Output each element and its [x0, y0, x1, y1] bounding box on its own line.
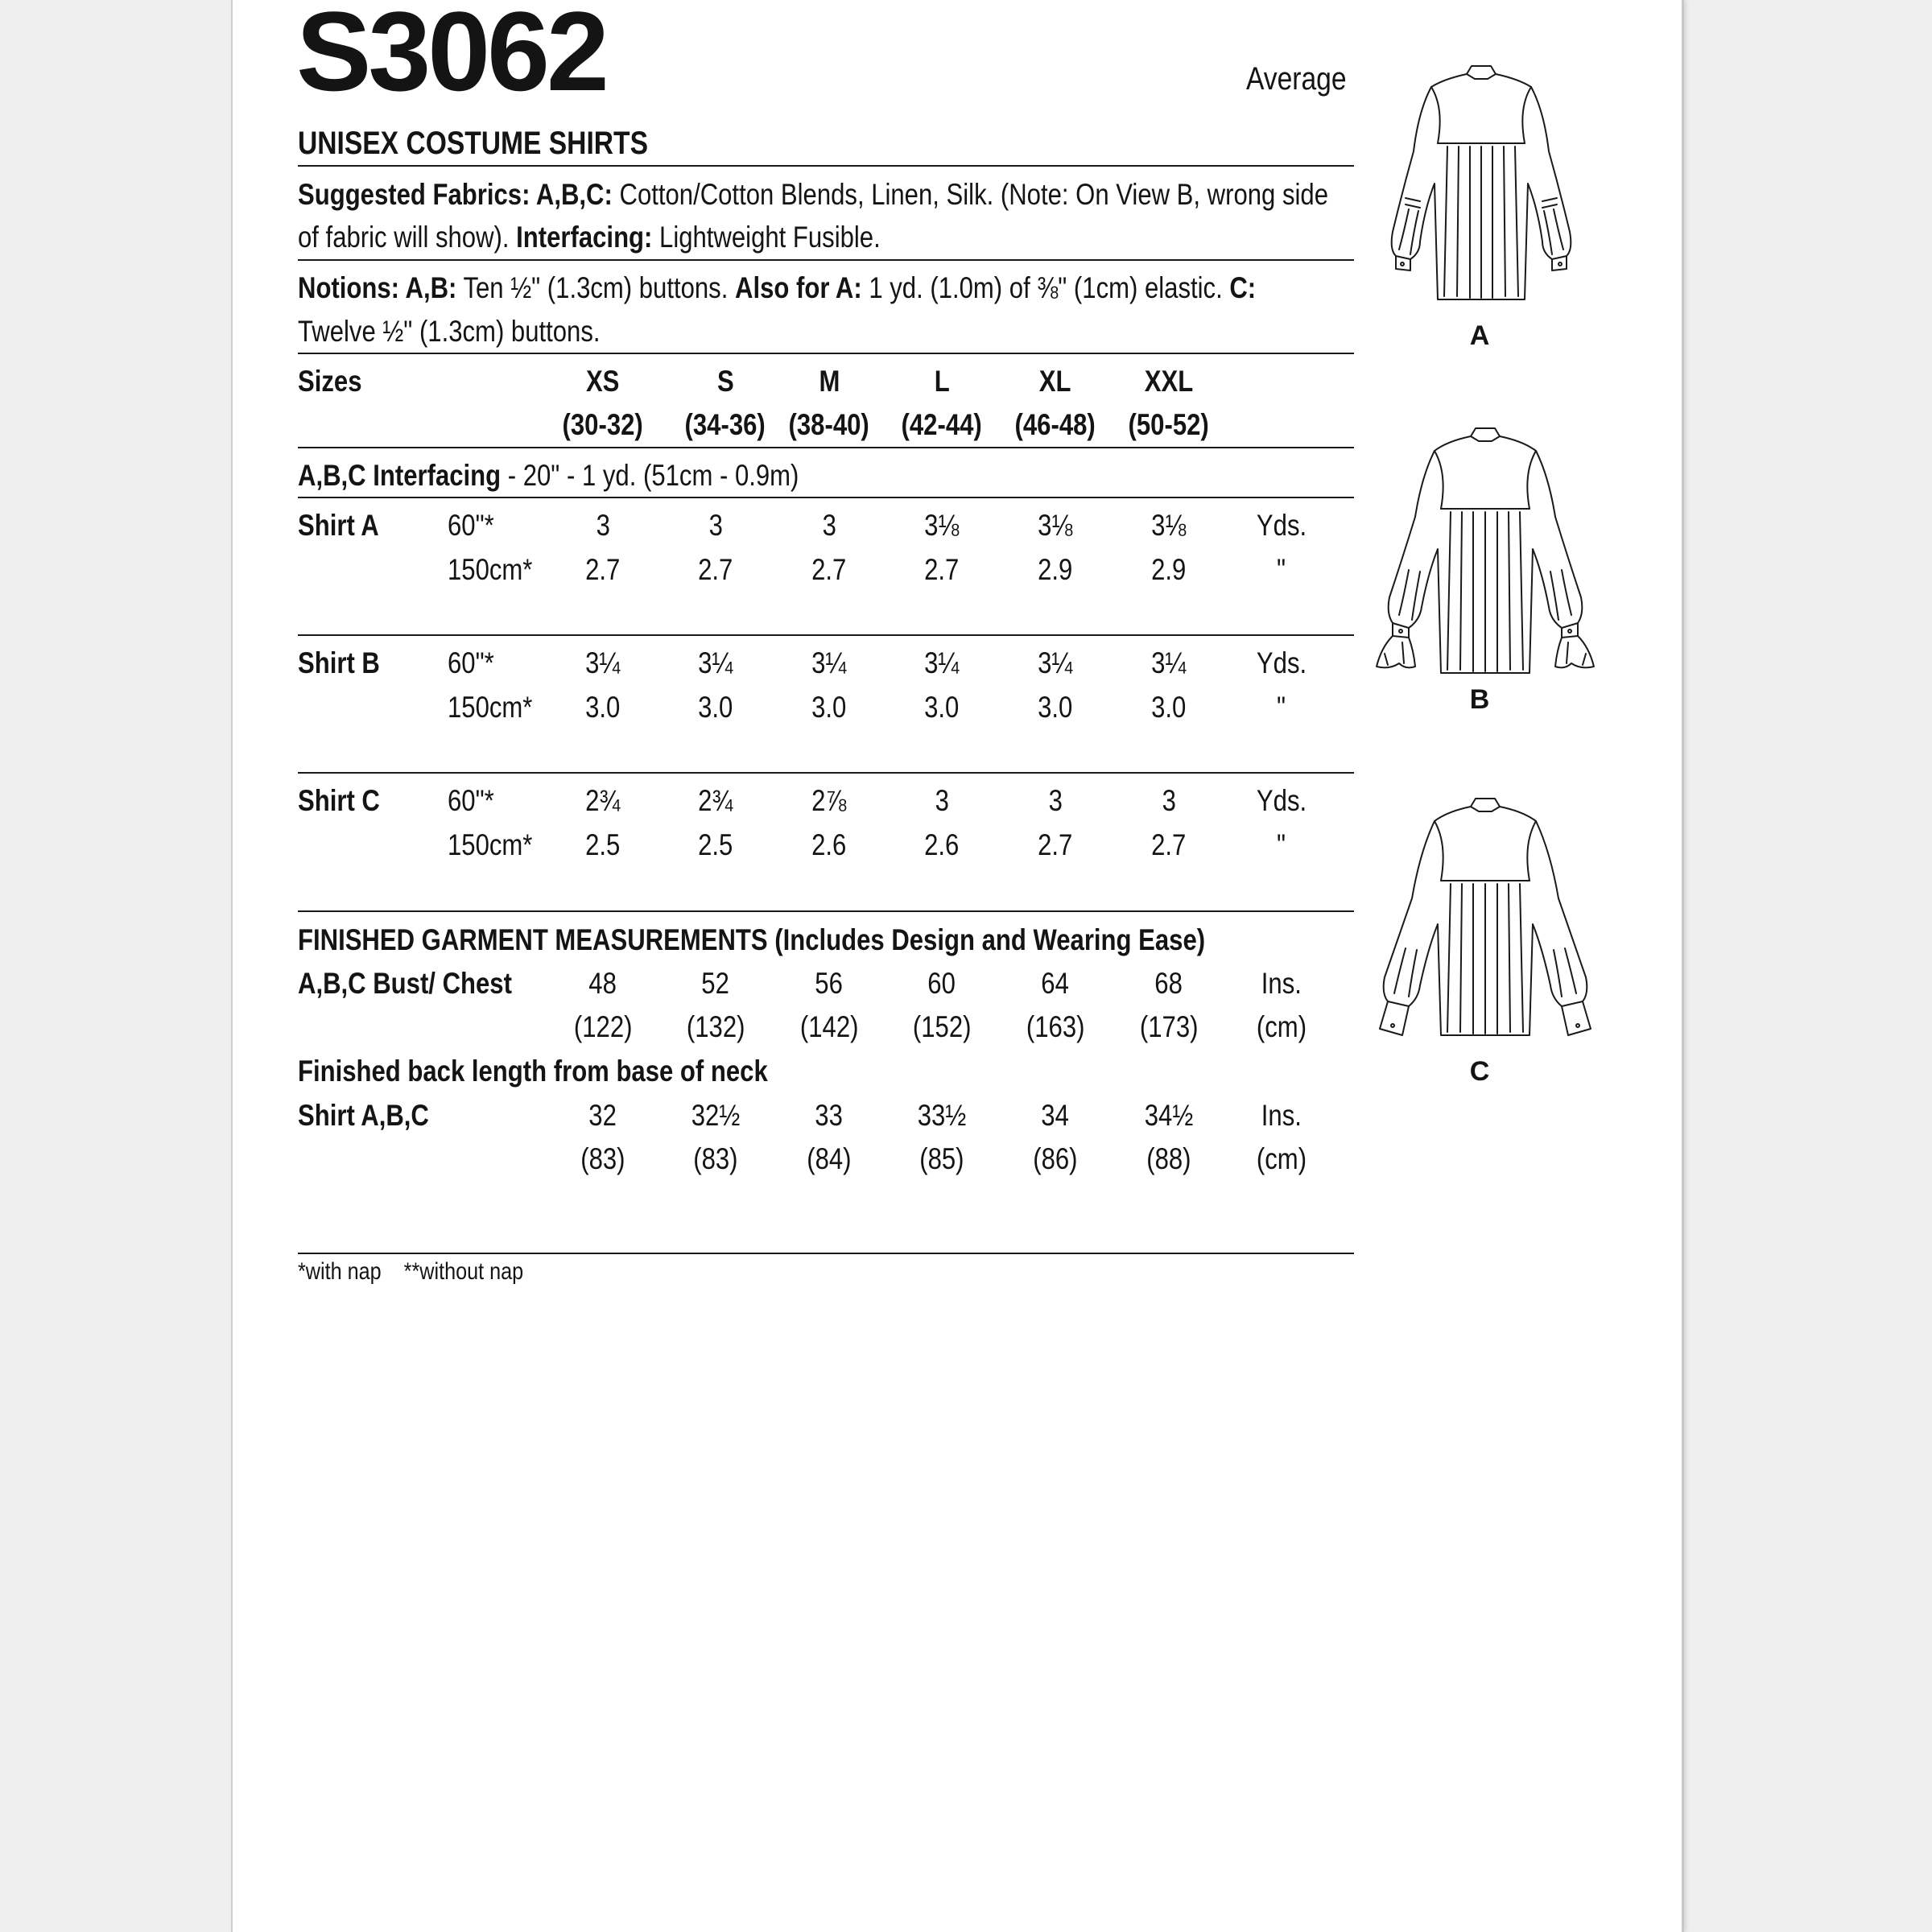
measurement-cell: (83) — [580, 1142, 625, 1175]
fabric-width: 150cm* — [448, 553, 533, 586]
divider — [298, 772, 1354, 774]
yardage-cell: 3.0 — [698, 691, 733, 724]
yardage-cell: 3.0 — [811, 691, 847, 724]
yardage-cell: 3 — [596, 509, 610, 542]
measurement-cell: (86) — [1033, 1142, 1078, 1175]
footnote-without-nap: **without nap — [403, 1258, 524, 1285]
back-length-heading: Finished back length from base of neck — [298, 1055, 768, 1088]
yardage-cell: 2.7 — [811, 553, 847, 586]
measurement-cell: 32½ — [691, 1099, 741, 1132]
difficulty-label: Average — [1246, 61, 1347, 97]
yardage-cell: 3⅛ — [1038, 509, 1073, 542]
unit-label: Yds. — [1256, 646, 1307, 679]
measurement-cell: (122) — [573, 1010, 633, 1043]
unit-label: (cm) — [1256, 1142, 1307, 1175]
measurement-cell: 33 — [815, 1099, 844, 1132]
measurement-cell: (83) — [693, 1142, 738, 1175]
yardage-cell: 3¼ — [585, 646, 621, 679]
shirt-c-illustration — [1360, 795, 1610, 1053]
unit-label: Ins. — [1261, 1099, 1302, 1132]
yardage-cell: 2.7 — [924, 553, 960, 586]
yardage-cell: 2.7 — [1038, 828, 1073, 861]
fabrics-text-cont: of fabric will show). — [298, 221, 510, 254]
notions-also-text: 1 yd. (1.0m) of ⅜" (1cm) elastic. — [869, 271, 1223, 304]
divider — [298, 165, 1354, 167]
fabric-width: 60"* — [448, 646, 494, 679]
interfacing-row-label: A,B,C Interfacing — [298, 459, 502, 492]
measurement-cell: 34 — [1041, 1099, 1070, 1132]
size-range-s: (34-36) — [684, 408, 766, 441]
size-range-m: (38-40) — [788, 408, 870, 441]
yardage-cell: 3 — [1162, 784, 1176, 817]
measurement-cell: 33½ — [917, 1099, 967, 1132]
footnote-with-nap: *with nap — [298, 1258, 382, 1285]
measurement-cell: 34½ — [1144, 1099, 1194, 1132]
unit-label: " — [1277, 553, 1286, 586]
yardage-cell: 2¾ — [585, 784, 621, 817]
yardage-cell: 2.7 — [1151, 828, 1187, 861]
interfacing-row — [298, 454, 894, 497]
measurements-heading: FINISHED GARMENT MEASUREMENTS (Includes Design and Wearing Ease) — [298, 923, 1206, 956]
fabric-width: 60"* — [448, 784, 494, 817]
measurement-cell: (85) — [919, 1142, 964, 1175]
footnote — [298, 1256, 567, 1288]
measurement-cell: (163) — [1026, 1010, 1085, 1043]
size-range-xxl: (50-52) — [1128, 408, 1210, 441]
notions-c-text: Twelve ½" (1.3cm) buttons. — [298, 315, 601, 348]
yardage-cell: 3¼ — [698, 646, 733, 679]
unit-label: Ins. — [1261, 967, 1302, 1000]
fabric-width: 60"* — [448, 509, 494, 542]
pattern-number: S3062 — [296, 0, 606, 114]
notions-c-label: C: — [1229, 271, 1257, 304]
shirt-b-label: Shirt B — [298, 646, 380, 679]
size-m: M — [819, 365, 840, 398]
measurement-cell: 48 — [588, 967, 617, 1000]
yardage-cell: 2.6 — [924, 828, 960, 861]
measurement-cell: 68 — [1154, 967, 1183, 1000]
size-s: S — [716, 365, 734, 398]
fabrics-label: Suggested Fabrics: A,B,C: — [298, 178, 613, 211]
yardage-cell: 3¼ — [924, 646, 960, 679]
measurement-cell: (142) — [799, 1010, 859, 1043]
notions-ab-text: Ten ½" (1.3cm) buttons. — [463, 271, 729, 304]
pattern-title: UNISEX COSTUME SHIRTS — [298, 126, 648, 161]
interfacing-text: Lightweight Fusible. — [659, 221, 881, 254]
yardage-cell: 3⅛ — [924, 509, 960, 542]
sizes-label: Sizes — [298, 365, 362, 398]
divider — [298, 634, 1354, 636]
back-length-label: Shirt A,B,C — [298, 1099, 429, 1132]
divider — [298, 353, 1354, 354]
size-xl: XL — [1039, 365, 1071, 398]
yardage-cell: 2⅞ — [811, 784, 847, 817]
yardage-cell: 3 — [822, 509, 836, 542]
measurement-cell: 56 — [815, 967, 844, 1000]
fabric-width: 150cm* — [448, 691, 533, 724]
size-xxl: XXL — [1144, 365, 1194, 398]
measurement-cell: 60 — [927, 967, 956, 1000]
divider — [298, 1253, 1354, 1254]
yardage-cell: 3¼ — [1151, 646, 1187, 679]
measurement-cell: (173) — [1139, 1010, 1199, 1043]
divider — [298, 497, 1354, 498]
yardage-cell: 3.0 — [1151, 691, 1187, 724]
fabrics-text: Cotton/Cotton Blends, Linen, Silk. (Note: On View B, wrong side — [619, 178, 1328, 211]
yardage-cell: 3.0 — [924, 691, 960, 724]
notions-also-label: Also for A: — [735, 271, 862, 304]
unit-label: " — [1277, 691, 1286, 724]
notions-label: Notions: A,B: — [298, 271, 457, 304]
yardage-cell: 2.5 — [585, 828, 621, 861]
view-label-b: B — [1469, 684, 1490, 715]
view-label-c: C — [1469, 1056, 1490, 1087]
yardage-cell: 2.6 — [811, 828, 847, 861]
yardage-cell: 3.0 — [585, 691, 621, 724]
yardage-cell: 3.0 — [1038, 691, 1073, 724]
shirt-b-illustration — [1360, 425, 1610, 683]
divider — [298, 447, 1354, 448]
unit-label: Yds. — [1256, 784, 1307, 817]
size-range-xl: (46-48) — [1014, 408, 1096, 441]
size-xs: XS — [586, 365, 620, 398]
view-label-a: A — [1469, 320, 1490, 351]
yardage-cell: 2¾ — [698, 784, 733, 817]
shirt-a-illustration — [1360, 63, 1602, 304]
divider — [298, 910, 1354, 912]
size-range-l: (42-44) — [901, 408, 983, 441]
measurement-cell: 52 — [701, 967, 730, 1000]
notions-line-1 — [298, 266, 1439, 310]
unit-label: (cm) — [1256, 1010, 1307, 1043]
yardage-cell: 2.7 — [585, 553, 621, 586]
measurement-cell: 32 — [588, 1099, 617, 1132]
unit-label: " — [1277, 828, 1286, 861]
measurement-cell: (132) — [686, 1010, 745, 1043]
measurement-cell: (88) — [1146, 1142, 1191, 1175]
yardage-cell: 2.5 — [698, 828, 733, 861]
size-range-xs: (30-32) — [562, 408, 644, 441]
yardage-cell: 3 — [935, 784, 949, 817]
shirt-a-label: Shirt A — [298, 509, 379, 542]
yardage-cell: 3 — [708, 509, 723, 542]
measurement-cell: 64 — [1041, 967, 1070, 1000]
notions-line-2 — [298, 310, 658, 353]
measurement-cell: (152) — [912, 1010, 972, 1043]
fabrics-line-2 — [298, 216, 992, 259]
measurement-cell: (84) — [807, 1142, 852, 1175]
bust-label: A,B,C Bust/ Chest — [298, 967, 512, 1000]
divider — [298, 259, 1354, 261]
shirt-c-label: Shirt C — [298, 784, 380, 817]
fabrics-line-1 — [298, 173, 1525, 217]
yardage-cell: 3¼ — [811, 646, 847, 679]
interfacing-label: Interfacing: — [516, 221, 653, 254]
yardage-cell: 3⅛ — [1151, 509, 1187, 542]
yardage-cell: 2.9 — [1151, 553, 1187, 586]
yardage-cell: 3¼ — [1038, 646, 1073, 679]
yardage-cell: 2.7 — [698, 553, 733, 586]
yardage-cell: 3 — [1048, 784, 1063, 817]
yardage-cell: 2.9 — [1038, 553, 1073, 586]
size-l: L — [934, 365, 950, 398]
fabric-width: 150cm* — [448, 828, 533, 861]
interfacing-row-text: - 20" - 1 yd. (51cm - 0.9m) — [507, 459, 799, 492]
unit-label: Yds. — [1256, 509, 1307, 542]
